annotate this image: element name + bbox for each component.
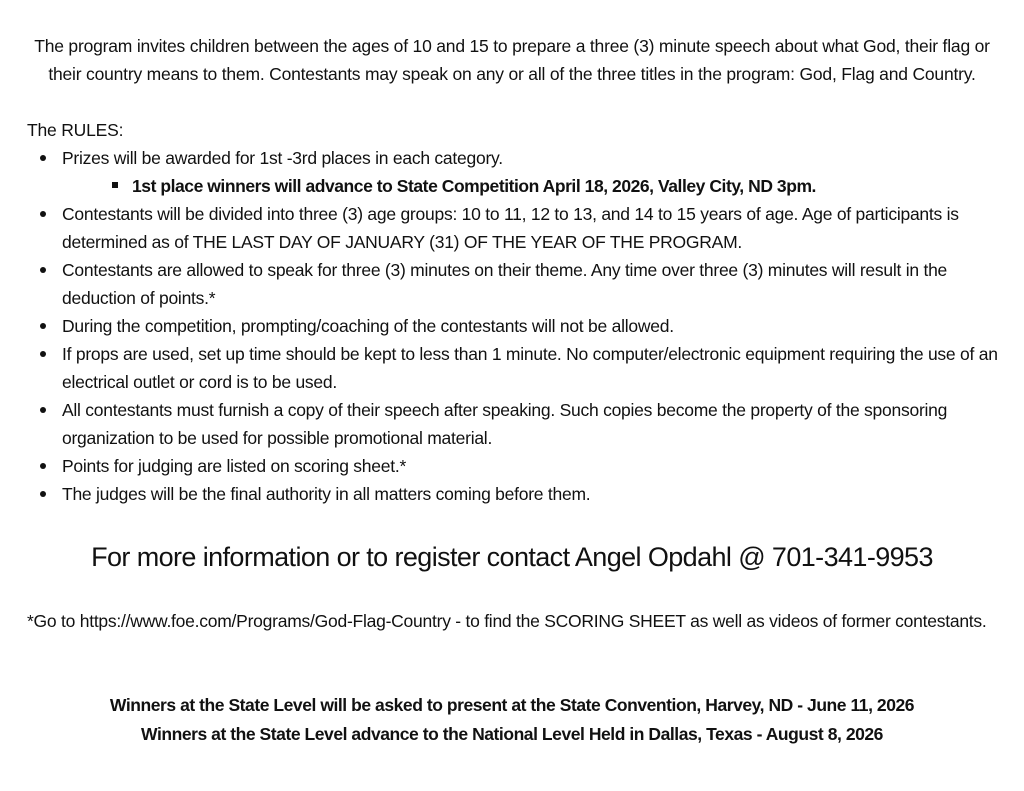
contact-line: For more information or to register contact Angel Opdahl @ 701-341-9953 <box>91 542 933 572</box>
rules-list <box>27 144 1002 508</box>
rule-prizes: Prizes will be awarded for 1st -3rd places in each category. <box>27 144 1002 172</box>
rule-time-limit: Contestants are allowed to speak for three (3) minutes on their theme. Any time over three (3) minutes will result in the deduction of points.* <box>27 256 1002 312</box>
rule-scoring: Points for judging are listed on scoring sheet.* <box>27 452 1002 480</box>
rule-speech-copy: All contestants must furnish a copy of their speech after speaking. Such copies become the property of the sponsoring organization to be used for possible promotional material. <box>27 396 1002 452</box>
winners-notice <box>0 691 1024 749</box>
rule-no-coaching: During the competition, prompting/coaching of the contestants will not be allowed. <box>27 312 1002 340</box>
rule-age-groups: Contestants will be divided into three (3) age groups: 10 to 11, 12 to 13, and 14 to 15 years of age. Age of participants is determined as of THE LAST DAY OF JANUARY (31) OF THE YEAR OF THE PROGRAM. <box>27 200 1002 256</box>
intro-paragraph: The program invites children between the ages of 10 and 15 to prepare a three (3) minute speech about what God, their flag or their country means to them. Contestants may speak on any or all of the three titles in the program: God, Flag and Country. <box>34 36 990 84</box>
rule-props: If props are used, set up time should be kept to less than 1 minute. No computer/electronic equipment requiring the use of an electrical outlet or cord is to be used. <box>27 340 1002 396</box>
rule-state-advance: 1st place winners will advance to State Competition April 18, 2026, Valley City, ND 3pm. <box>27 172 1002 200</box>
rule-judges: The judges will be the final authority in all matters coming before them. <box>27 480 1002 508</box>
state-convention-line: Winners at the State Level will be asked to present at the State Convention, Harvey, ND - June 11, 2026 <box>109 695 915 715</box>
rules-heading: The RULES: <box>27 120 124 140</box>
national-level-line: Winners at the State Level advance to the National Level Held in Dallas, Texas - August 8, 2026 <box>141 724 883 744</box>
scoring-footnote: *Go to https://www.foe.com/Programs/God-Flag-Country - to find the SCORING SHEET as well as videos of former contestants. <box>27 611 987 631</box>
